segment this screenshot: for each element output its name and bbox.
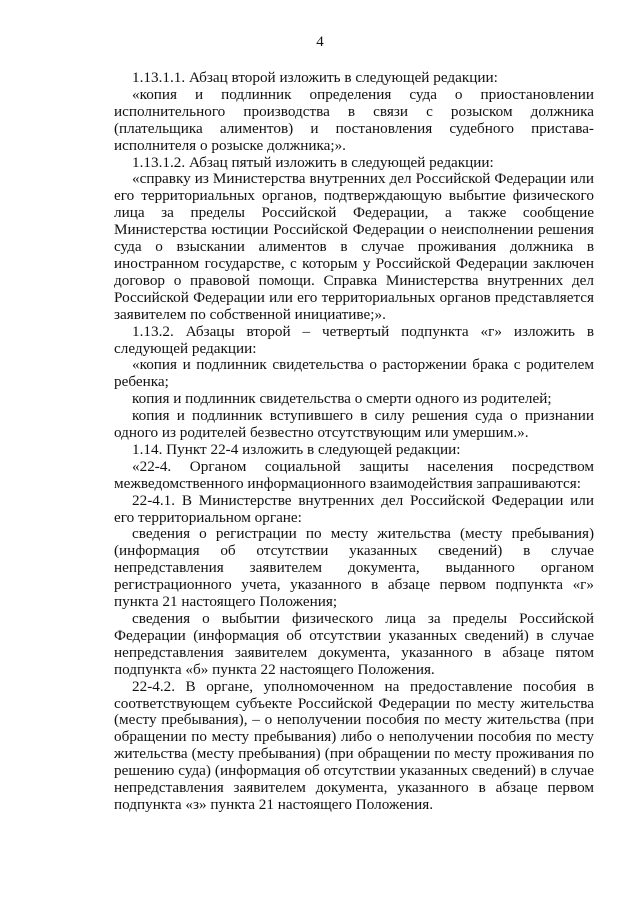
paragraph-1-13-1-2-heading: 1.13.1.2. Абзац пятый изложить в следующей редакции:: [132, 153, 494, 171]
paragraph-1-14-heading: 1.14. Пункт 22-4 изложить в следующей редакции:: [132, 440, 461, 458]
paragraph-quote-mvd-certificate: «справку из Министерства внутренних дел Российской Федерации или его территориальных органов, подтверждающую выбытие физического лица за пределы Российской Федерации, а также сообщение Министерства юстиции Российской Федерации о неисполнении решения суда о взыскании алиментов в случае проживания должника в иностранном государстве, с которым у Российской Федерации заключен договор о правовой помощи. Справка Министерства внутренних дел Российской Федерации или его территориальных органов представляется заявителем по собственной инициативе;».: [114, 170, 594, 323]
paragraph-22-4-1: 22-4.1. В Министерстве внутренних дел Российской Федерации или его территориальном органе:: [114, 491, 594, 526]
paragraph-registration-info: сведения о регистрации по месту жительства (месту пребывания) (информация об отсутствии указанных сведений) в случае непредставления заявителем документа, выданного органом регистрационного учета, указанного в абзаце первом подпункта «г» пункта 21 настоящего Положения;: [114, 525, 594, 611]
page-number: 4: [316, 34, 324, 50]
paragraph-22-4: «22-4. Органом социальной защиты населения посредством межведомственного информационного взаимодействия запрашиваются:: [114, 457, 594, 492]
paragraph-court-decision-missing: копия и подлинник вступившего в силу решения суда о признании одного из родителей безвестно отсутствующим или умершим.».: [114, 407, 594, 442]
paragraph-1-13-1-1-heading: 1.13.1.1. Абзац второй изложить в следующей редакции:: [132, 69, 498, 86]
paragraph-22-4-2: 22-4.2. В органе, уполномоченном на предоставление пособия в соответствующем субъекте Российской Федерации по месту жительства (месту пребывания), – о неполучении пособия по месту жительства (при обращении по месту пребывания) либо о неполучении пособия по месту жительства (месту пребывания) (при обращении по месту проживания по решению суда) (информация об отсутствии указанных сведений) в случае непредставления заявителем документа, указанного в абзаце первом подпункта «з» пункта 21 настоящего Положения.: [114, 677, 594, 813]
paragraph-1-13-2-heading: 1.13.2. Абзацы второй – четвертый подпункта «г» изложить в следующей редакции:: [114, 322, 594, 357]
paragraph-quote-divorce-certificate: «копия и подлинник свидетельства о расторжении брака с родителем ребенка;: [114, 356, 594, 391]
paragraph-departure-info: сведения о выбытии физического лица за пределы Российской Федерации (информация об отсутствии указанных сведений) в случае непредставления заявителем документа, указанного в абзаце пятом подпункта «б» пункта 22 настоящего Положения.: [114, 610, 594, 678]
document-body: [114, 70, 594, 814]
paragraph-death-certificate: копия и подлинник свидетельства о смерти одного из родителей;: [132, 390, 552, 408]
paragraph-quote-copy-court-ruling: «копия и подлинник определения суда о приостановлении исполнительного производства в связи с розыском должника (плательщика алиментов) и постановления судебного пристава-исполнителя о розыске должника;».: [114, 85, 594, 154]
